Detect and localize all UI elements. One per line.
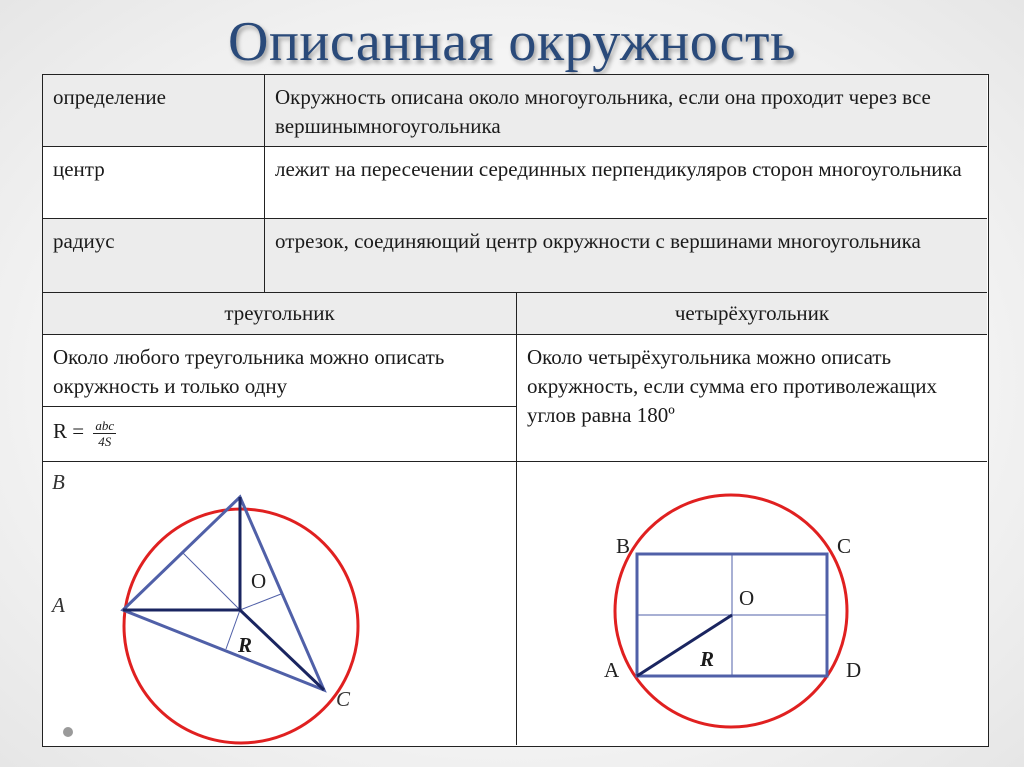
quadrilateral-diagram xyxy=(517,462,987,745)
triangle-diagram xyxy=(43,462,515,745)
triangle-header: треугольник xyxy=(43,293,517,335)
label-c: C xyxy=(336,687,351,711)
label-a-quad: A xyxy=(604,658,620,682)
definition-label: определение xyxy=(43,75,265,147)
formula-numerator: abc xyxy=(95,417,115,433)
center-text: лежит на пересечении серединных перпендикуляров сторон многоугольника xyxy=(265,147,987,219)
radius-text: отрезок, соединяющий центр окружности с вершинами многоугольника xyxy=(265,219,987,293)
center-label: центр xyxy=(43,147,265,219)
formula-fraction xyxy=(93,418,116,449)
slide-marker-dot xyxy=(63,727,73,737)
label-c-quad: C xyxy=(837,534,852,558)
label-r: R xyxy=(238,633,253,657)
perpendicular-bc xyxy=(240,594,281,610)
formula-lhs: R = xyxy=(53,419,85,443)
radius-formula xyxy=(43,407,517,462)
info-table xyxy=(42,74,989,747)
perpendicular-ab xyxy=(183,553,240,610)
triangle-statement: Около любого треугольника можно описать окружность и только одну xyxy=(43,335,517,407)
label-d-quad: D xyxy=(846,658,862,682)
label-o-quad: O xyxy=(739,586,755,610)
radius-oa-quad xyxy=(637,615,732,676)
page-title: Описанная окружность xyxy=(228,11,796,73)
quadrilateral-statement: Около четырёхугольника можно описать окружность, если сумма его противолежащих углов равна 180º xyxy=(517,335,987,462)
quadrilateral-header: четырёхугольник xyxy=(517,293,987,335)
radius-label: радиус xyxy=(43,219,265,293)
definition-text: Окружность описана около многоугольника, если она проходит через все вершинымногоугольника xyxy=(265,75,987,147)
label-o: O xyxy=(251,569,267,593)
label-r-quad: R xyxy=(700,647,715,671)
label-b-quad: B xyxy=(616,534,631,558)
triangle-drawing-cell xyxy=(43,462,517,745)
radius-oc xyxy=(240,610,324,690)
label-b: B xyxy=(52,470,65,494)
label-a: A xyxy=(52,593,65,617)
formula-denominator: 4S xyxy=(98,433,112,449)
quadrilateral-drawing-cell xyxy=(517,462,987,745)
circumscribed-circle-quad xyxy=(615,495,847,727)
